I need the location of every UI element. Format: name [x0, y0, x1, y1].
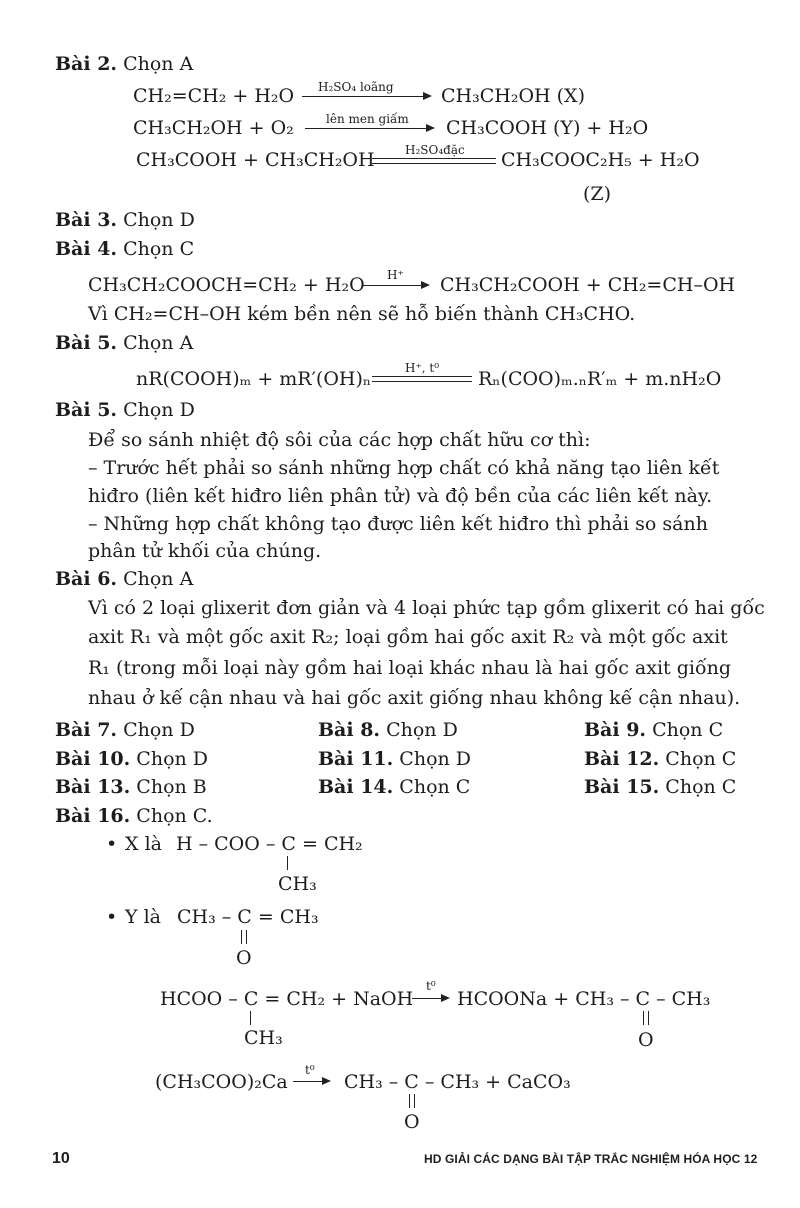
exercise-choice: Chọn D	[117, 719, 195, 741]
reaction-condition: H₂SO₄đặc	[405, 143, 465, 157]
exercise-label: Bài 16.	[55, 805, 131, 827]
reaction-condition: lên men giấm	[326, 112, 409, 126]
exercise-14-heading	[318, 775, 470, 799]
compound-prefix: Y là	[125, 906, 161, 928]
exercise-label: Bài 5.	[55, 399, 118, 421]
equation-lhs: (CH₃COO)₂Ca	[155, 1071, 288, 1093]
equilibrium-arrow	[372, 158, 496, 164]
exercise-choice: Chọn B	[130, 776, 207, 798]
reaction-condition: t⁰	[426, 979, 436, 993]
paragraph-line: Vì có 2 loại glixerit đơn giản và 4 loại phức tạp gồm glixerit có hai gốc	[88, 597, 765, 619]
exercise-choice: Chọn C	[393, 776, 471, 798]
exercise-label: Bài 2.	[55, 53, 118, 75]
equation-rhs: CH₃COOC₂H₅ + H₂O	[501, 149, 700, 171]
equation-lhs: CH₃COOH + CH₃CH₂OH	[136, 149, 375, 171]
exercise-10-heading	[55, 747, 208, 771]
double-bond	[241, 930, 247, 944]
bullet: •	[106, 906, 118, 928]
reaction-condition: H⁺, t⁰	[405, 361, 440, 375]
reaction-arrow	[362, 285, 428, 286]
exercise-choice: Chọn D	[393, 748, 472, 770]
exercise-label: Bài 13.	[55, 776, 131, 798]
paragraph-line: hiđro (liên kết hiđro liên phân tử) và độ bền của các liên kết này.	[88, 485, 713, 507]
exercise-label: Bài 3.	[55, 209, 118, 231]
reaction-arrow	[293, 1081, 329, 1082]
exercise-5b-heading	[55, 398, 195, 422]
product-label: (Z)	[583, 183, 612, 205]
reaction-arrow	[305, 128, 433, 129]
equation-rhs: CH₃CH₂COOH + CH₂=CH–OH	[440, 274, 736, 296]
paragraph-line: nhau ở kế cận nhau và hai gốc axit giống nhau không kế cận nhau).	[88, 687, 741, 709]
exercise-label: Bài 14.	[318, 776, 394, 798]
exercise-label: Bài 4.	[55, 238, 118, 260]
exercise-label: Bài 8.	[318, 719, 381, 741]
single-bond	[287, 856, 288, 870]
exercise-choice: Chọn D	[130, 748, 209, 770]
reaction-condition: H₂SO₄ loãng	[318, 80, 394, 94]
exercise-4-heading	[55, 237, 194, 261]
exercise-13-heading	[55, 775, 207, 799]
paragraph-line: – Những hợp chất không tạo được liên kết hiđro thì phải so sánh	[88, 513, 708, 535]
structural-formula: CH₃ – C = CH₃	[177, 906, 319, 928]
exercise-choice: Chọn C	[646, 719, 724, 741]
equation-rhs: Rₙ(COO)ₘ.ₙR′ₘ + m.nH₂O	[478, 368, 722, 390]
equation-rhs: CH₃COOH (Y) + H₂O	[446, 117, 649, 139]
exercise-label: Bài 15.	[584, 776, 660, 798]
exercise-choice: Chọn C	[659, 748, 737, 770]
reaction-condition: H⁺	[387, 268, 404, 282]
equation-lhs: CH₃CH₂OH + O₂	[133, 117, 294, 139]
exercise-label: Bài 5.	[55, 332, 118, 354]
exercise-3-heading	[55, 208, 195, 232]
exercise-label: Bài 11.	[318, 748, 394, 770]
exercise-12-heading	[584, 747, 736, 771]
paragraph-line: phân tử khối của chúng.	[88, 540, 322, 562]
equilibrium-arrow	[372, 376, 472, 382]
branch-group: O	[236, 947, 252, 969]
exercise-6-heading	[55, 567, 193, 591]
branch-group: CH₃	[244, 1027, 283, 1049]
exercise-11-heading	[318, 747, 471, 771]
reaction-arrow	[412, 998, 448, 999]
paragraph-line: Để so sánh nhiệt độ sôi của các hợp chất hữu cơ thì:	[88, 429, 591, 451]
exercise-label: Bài 10.	[55, 748, 131, 770]
equation-lhs: HCOO – C = CH₂ + NaOH	[160, 988, 414, 1010]
exercise-label: Bài 7.	[55, 719, 118, 741]
paragraph-line: R₁ (trong mỗi loại này gồm hai loại khác nhau là hai gốc axit giống	[88, 657, 731, 679]
double-bond	[409, 1094, 415, 1108]
exercise-choice: Chọn A	[117, 332, 194, 354]
branch-group: O	[404, 1111, 420, 1133]
double-bond	[643, 1011, 649, 1025]
equation-lhs: nR(COOH)ₘ + mR′(OH)ₙ	[136, 368, 372, 390]
paragraph-line: – Trước hết phải so sánh những hợp chất có khả năng tạo liên kết	[88, 457, 720, 479]
branch-group: O	[638, 1029, 654, 1051]
exercise-choice: Chọn D	[117, 209, 195, 231]
bullet: •	[106, 833, 118, 855]
equation-lhs: CH₂=CH₂ + H₂O	[133, 85, 295, 107]
exercise-label: Bài 6.	[55, 568, 118, 590]
explanation-text: Vì CH₂=CH–OH kém bền nên sẽ hỗ biến thành CH₃CHO.	[88, 303, 636, 325]
branch-group: CH₃	[278, 873, 317, 895]
exercise-2-heading	[55, 52, 193, 76]
single-bond	[250, 1011, 251, 1025]
paragraph-line: axit R₁ và một gốc axit R₂; loại gồm hai gốc axit R₂ và một gốc axit	[88, 626, 728, 648]
structural-formula: H – COO – C = CH₂	[176, 833, 363, 855]
exercise-15-heading	[584, 775, 736, 799]
reaction-arrow	[302, 96, 430, 97]
exercise-7-heading	[55, 718, 195, 742]
compound-prefix: X là	[125, 833, 162, 855]
equation-rhs: HCOONa + CH₃ – C – CH₃	[457, 988, 711, 1010]
equation-rhs: CH₃CH₂OH (X)	[441, 85, 585, 107]
running-footer-title: HD GIẢI CÁC DẠNG BÀI TẬP TRẮC NGHIỆM HÓA HỌC 12	[424, 1152, 758, 1166]
exercise-9-heading	[584, 718, 723, 742]
exercise-choice: Chọn C.	[130, 805, 213, 827]
exercise-choice: Chọn A	[117, 568, 194, 590]
exercise-choice: Chọn D	[117, 399, 195, 421]
exercise-choice: Chọn D	[380, 719, 458, 741]
exercise-choice: Chọn C	[659, 776, 737, 798]
exercise-5-heading	[55, 331, 193, 355]
reaction-condition: t⁰	[305, 1063, 315, 1077]
exercise-label: Bài 12.	[584, 748, 660, 770]
page-number: 10	[52, 1150, 70, 1167]
equation-rhs: CH₃ – C – CH₃ + CaCO₃	[344, 1071, 571, 1093]
exercise-label: Bài 9.	[584, 719, 647, 741]
exercise-choice: Chọn C	[117, 238, 195, 260]
exercise-8-heading	[318, 718, 458, 742]
equation-lhs: CH₃CH₂COOCH=CH₂ + H₂O	[88, 274, 365, 296]
exercise-choice: Chọn A	[117, 53, 194, 75]
exercise-16-heading	[55, 804, 213, 828]
